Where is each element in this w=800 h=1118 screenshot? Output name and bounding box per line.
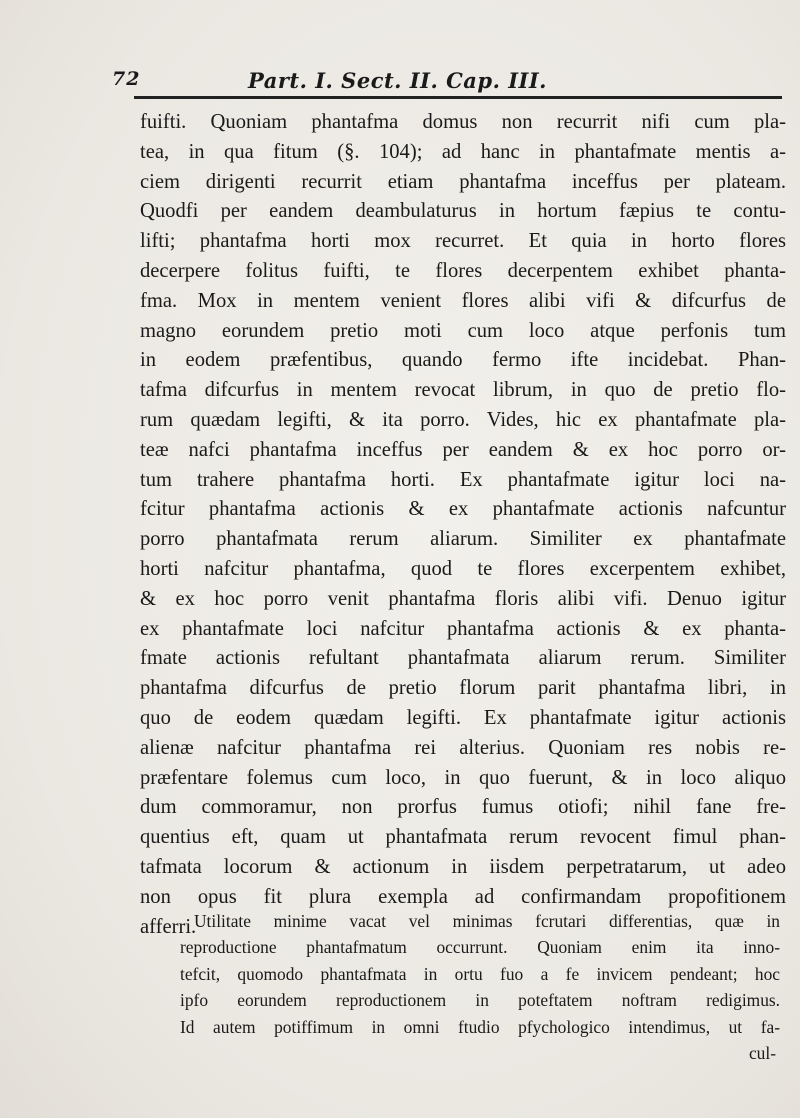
text-line: tafmata locorum & actionum in iisdem perpetratarum, ut adeo xyxy=(140,855,786,878)
text-line: dum commoramur, non prorfus fumus otiofi; nihil fane fre- xyxy=(140,796,786,819)
text-line: ciem dirigenti recurrit etiam phantafma inceffus per plateam. xyxy=(140,170,786,193)
text-line: porro phantafmata rerum aliarum. Similiter ex phantafmate xyxy=(140,528,786,551)
text-line: phantafma difcurfus de pretio florum parit phantafma libri, in xyxy=(140,677,786,700)
note-line: ipfo eorundem reproductionem in poteftatem noftram redigimus. xyxy=(180,990,780,1011)
text-line: lifti; phantafma horti mox recurret. Et quia in horto flores xyxy=(140,230,786,253)
note-line: cul- xyxy=(748,1043,776,1064)
text-line: afferri. xyxy=(140,915,197,938)
text-line: non opus fit plura exempla ad confirmandam propofitionem xyxy=(140,885,786,908)
running-head: Part. I. Sect. II. Cap. III. xyxy=(248,68,547,93)
note-line: Id autem potiffimum in omni ftudio pfychologico intendimus, ut fa- xyxy=(180,1016,780,1037)
text-line: fuifti. Quoniam phantafma domus non recurrit nifi cum pla- xyxy=(140,111,786,133)
text-line: magno eorundem pretio moti cum loco atque perfonis tum xyxy=(140,319,786,342)
text-line: & ex hoc porro venit phantafma floris alibi vifi. Denuo igitur xyxy=(140,587,786,610)
text-line: horti nafcitur phantafma, quod te flores excerpentem exhibet, xyxy=(140,557,786,580)
page-number: 72 xyxy=(112,68,141,90)
main-paragraph xyxy=(140,108,786,942)
note-line: Utilitate minime vacat vel minimas fcrutari differentias, quæ in xyxy=(194,911,780,931)
text-line: præfentare folemus cum loco, in quo fuerunt, & in loco aliquo xyxy=(140,766,786,789)
text-line: tafma difcurfus in mentem revocat librum, in quo de pretio flo- xyxy=(140,379,786,402)
text-line: Quodfi per eandem deambulaturus in hortum fæpius te contu- xyxy=(140,200,786,223)
text-line: teæ nafci phantafma inceffus per eandem & ex hoc porro or- xyxy=(140,438,786,461)
header-rule xyxy=(134,96,782,99)
text-line: fmate actionis refultant phantafmata aliarum rerum. Similiter xyxy=(140,647,786,670)
text-line: tea, in qua fitum (§. 104); ad hanc in phantafmate mentis a- xyxy=(140,140,786,163)
text-line: tum trahere phantafma horti. Ex phantafmate igitur loci na- xyxy=(140,468,786,491)
text-line: quo de eodem quædam legifti. Ex phantafmate igitur actionis xyxy=(140,706,786,729)
text-line: decerpere folitus fuifti, te flores decerpentem exhibet phanta- xyxy=(140,259,786,282)
text-line: quentius eft, quam ut phantafmata rerum revocent fimul phan- xyxy=(140,826,786,849)
text-line: rum quædam legifti, & ita porro. Vides, hic ex phantafmate pla- xyxy=(140,408,786,431)
text-line: alienæ nafcitur phantafma rei alterius. Quoniam res nobis re- xyxy=(140,736,786,759)
text-line: in eodem præfentibus, quando fermo ifte incidebat. Phan- xyxy=(140,349,786,372)
note-line: tefcit, quomodo phantafmata in ortu fuo a fe invicem pendeant; hoc xyxy=(180,963,780,984)
note-line: reproductione phantafmatum occurrunt. Quoniam enim ita inno- xyxy=(180,937,780,958)
text-line: ex phantafmate loci nafcitur phantafma actionis & ex phanta- xyxy=(140,617,786,640)
page-header xyxy=(0,68,800,98)
footnote-paragraph xyxy=(180,908,780,1066)
text-line: fma. Mox in mentem venient flores alibi vifi & difcurfus de xyxy=(140,289,786,312)
text-line: fcitur phantafma actionis & ex phantafmate actionis nafcuntur xyxy=(140,498,786,521)
